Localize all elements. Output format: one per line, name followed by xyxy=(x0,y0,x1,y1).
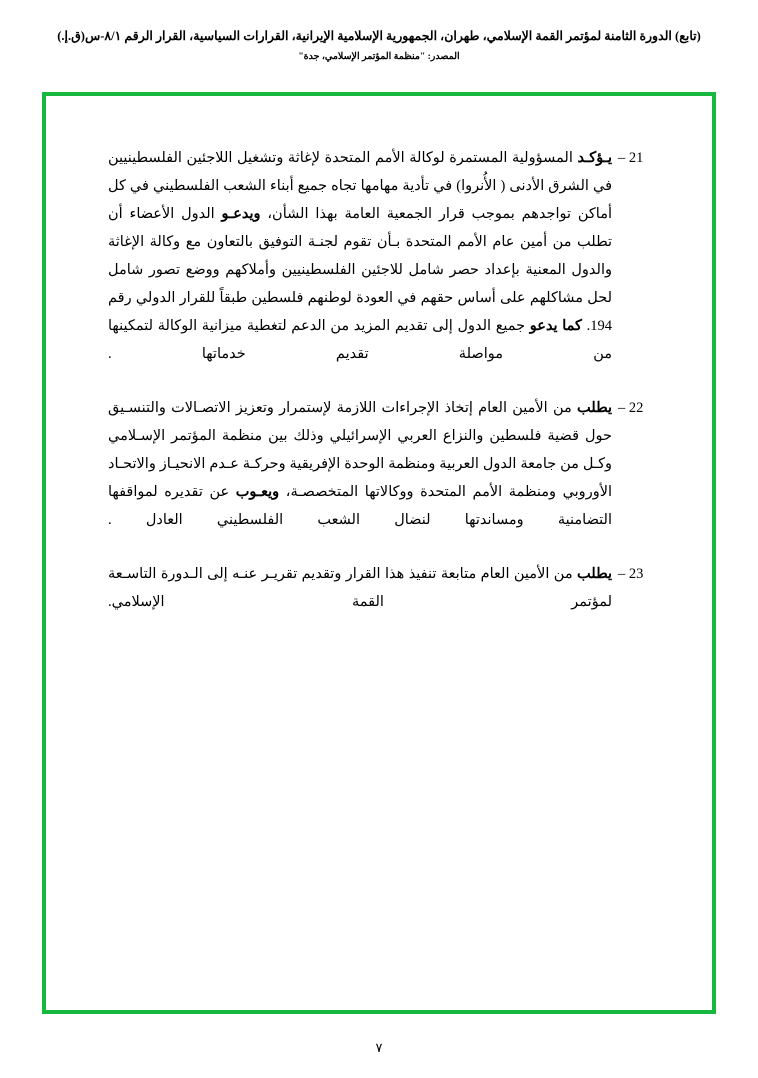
clause-lead-word: يطلب xyxy=(577,566,612,582)
clause-text xyxy=(108,560,612,616)
clause-text-part-1: من الأمين العام متابعة تنفيذ هذا القرار وتقديم تقريـر عنـه إلى الـدورة التاسـعة لمؤتمر القمة الإسلامي. xyxy=(108,566,612,610)
clause-text-part-2: عن تقديره لمواقفها التضامنية ومساندتها لنضال الشعب الفلسطيني العادل . xyxy=(108,484,612,528)
clause-item xyxy=(108,144,650,368)
clause-bold-word-2: ويعـوب xyxy=(235,484,280,500)
clause-text-part-3: جميع الدول إلى تقديم المزيد من الدعم لتغطية ميزانية الوكالة لتمكينها من مواصلة تقديم خدماتها . xyxy=(108,318,612,362)
clause-lead-word: يـؤكـد xyxy=(577,150,612,166)
header-title: (تابع) الدورة الثامنة لمؤتمر القمة الإسلامي، طهران، الجمهورية الإسلامية الإيرانية، القرارات السياسية، القرار الرقم ٨/١-س(ق.إ.) xyxy=(57,29,701,43)
header-source: المصدر: "منظمة المؤتمر الإسلامي، جدة" xyxy=(298,52,460,62)
clause-number: 23 – xyxy=(618,566,644,582)
clause-number: 22 – xyxy=(618,400,644,416)
clause-item xyxy=(108,560,650,616)
clause-text xyxy=(108,144,612,368)
clause-text-part-1: المسؤولية المستمرة لوكالة الأمم المتحدة لإغاثة وتشغيل اللاجئين الفلسطينيين في الشرق الأدنى ( الأُنروا) في تأدية مهامها تجاه جميع أبناء الشعب الفلسطيني في كل أماكن تواجدهم بموجب قرار الجمعية العامة بهذا الشأن، xyxy=(108,150,612,222)
clause-text xyxy=(108,394,612,534)
page-number: ٧ xyxy=(375,1040,383,1055)
clause-list xyxy=(108,144,650,642)
clause-number: 21 – xyxy=(618,150,644,166)
clause-item xyxy=(108,394,650,534)
page-header xyxy=(0,28,758,64)
clause-lead-word: يطلب xyxy=(577,400,612,416)
content-frame xyxy=(42,92,716,1014)
clause-text-part-2: الدول الأعضاء أن تطلب من أمين عام الأمم المتحدة بـأن تقوم لجنـة التوفيق بالتعاون مع وكالة الإغاثة والدول المعنية بإعداد حصر شامل للاجئين الفلسطينيين وأملاكهم ووضع تصور شامل لحل مشاكلهم على أساس حقهم في العودة لوطنهم فلسطين طبقاً للقرار الدولي رقم 194. xyxy=(108,206,612,334)
clause-bold-word-2: ويدعـو xyxy=(221,206,261,222)
clause-text-part-1: من الأمين العام إتخاذ الإجراءات اللازمة لإستمرار وتعزيز الاتصـالات والتنسـيق حول قضية فلسطين والنزاع العربي الإسرائيلي وذلك بين منظمة المؤتمر الإسـلامي وكـل من جامعة الدول العربية ومنظمة الوحدة الإفريقية وحركـة عـدم الانحيـاز والاتحـاد الأوروبي ومنظمة الأمم المتحدة ووكالاتها المتخصصـة، xyxy=(108,400,612,500)
clause-bold-word-3: كما يدعو xyxy=(529,318,582,334)
